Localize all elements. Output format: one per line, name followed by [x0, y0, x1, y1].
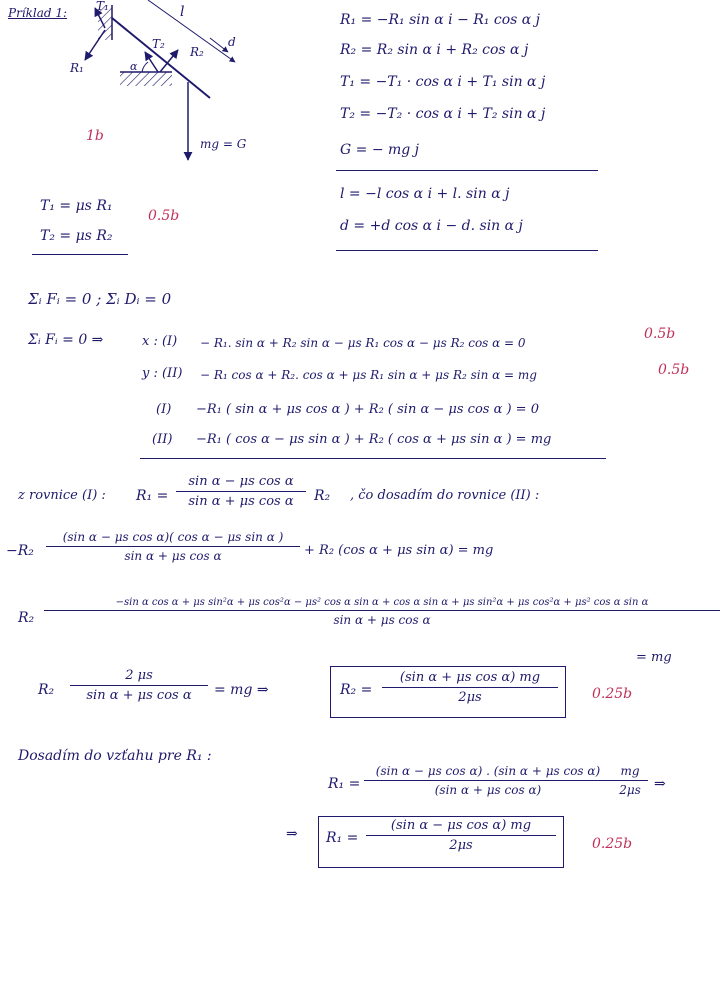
friction-T1: T₁ = μs R₁ — [40, 198, 113, 214]
floor-hatch — [120, 72, 172, 86]
expansion-rhs: = mg — [636, 650, 672, 665]
R1-sub-mg-denominator: 2μs — [619, 783, 641, 797]
friction-underline — [32, 254, 128, 255]
from-I-lhs: R₁ = — [136, 488, 169, 504]
label-T1: T₁ — [96, 0, 109, 13]
substitution-rhs: + R₂ (cos α + μs sin α) = mg — [304, 543, 494, 558]
expansion-lhs: R₂ — [18, 610, 35, 626]
label-R2: R₂ — [190, 45, 204, 59]
from-I-denominator: sin α + μs cos α — [188, 494, 294, 509]
eq-II: −R₁ ( cos α − μs sin α ) + R₂ ( cos α + μs sin α ) = mg — [196, 432, 552, 447]
d-dimension — [210, 38, 228, 52]
from-I-fraction — [176, 474, 306, 509]
substitution-denominator: sin α + μs cos α — [124, 549, 222, 563]
simplified-numerator: 2 μs — [125, 668, 153, 683]
x-score: 0.5b — [644, 326, 676, 342]
label-T2: T₂ — [152, 37, 165, 51]
substitution-lhs: −R₂ — [6, 543, 34, 559]
from-I-numerator: sin α − μs cos α — [188, 474, 294, 489]
vector-T2: T₂ = −T₂ · cos α i + T₂ sin α j — [340, 106, 546, 122]
from-I-prefix: z rovnice (I) : — [18, 488, 106, 503]
equilibrium-conditions: Σᵢ Fᵢ = 0 ; Σᵢ Dᵢ = 0 — [28, 290, 172, 308]
vector-G: G = − mg j — [340, 142, 420, 158]
friction-T2: T₂ = μs R₂ — [40, 228, 113, 244]
y-score: 0.5b — [658, 362, 690, 378]
friction-score: 0.5b — [148, 208, 180, 224]
R1-sub-lhs: R₁ = — [328, 776, 361, 792]
simplified-fraction — [70, 668, 208, 703]
label-R1: R₁ — [70, 61, 84, 75]
R1-sub-mg-numerator: mg — [620, 764, 640, 778]
from-I-suffix: , čo dosadím do rovnice (II) : — [350, 488, 540, 503]
R1-sub-arrow: ⇒ — [654, 776, 666, 792]
vector-R2: R₂ = R₂ sin α i + R₂ cos α j — [340, 42, 529, 58]
result-R1-numerator: (sin α − μs cos α) mg — [390, 818, 532, 833]
result-R1-score: 0.25b — [592, 836, 633, 852]
position-vector-d: d = +d cos α i − d. sin α j — [340, 218, 523, 234]
vector-R1: R₁ = −R₁ sin α i − R₁ cos α j — [340, 12, 541, 28]
page-title: Príklad 1: — [8, 6, 68, 20]
sum-forces: Σᵢ Fᵢ = 0 ⇒ — [28, 332, 104, 348]
result-R1-arrow: ⇒ — [286, 826, 298, 842]
expansion-denominator: sin α + μs cos α — [333, 613, 431, 627]
diagram-score: 1b — [86, 128, 104, 144]
result-R2-denominator: 2μs — [458, 690, 482, 705]
equations-underline — [140, 458, 606, 459]
result-R1-lhs: R₁ = — [326, 830, 359, 846]
position-vectors-underline — [336, 250, 598, 251]
position-vector-l: l = −l cos α i + l. sin α j — [340, 186, 510, 202]
vector-T1: T₁ = −T₁ · cos α i + T₁ sin α j — [340, 74, 546, 90]
y-equation: − R₁ cos α + R₂. cos α + μs R₁ sin α + μs R₂ sin α = mg — [200, 368, 537, 382]
expansion-fraction — [44, 597, 720, 627]
R1-sub-mg-fraction — [612, 764, 648, 797]
label-d: d — [228, 35, 236, 49]
back-substitution-text: Dosadím do vzťahu pre R₁ : — [18, 748, 212, 764]
x-label: x : (I) — [142, 334, 178, 349]
label-G: mg = G — [200, 137, 247, 151]
y-label: y : (II) — [142, 366, 183, 381]
result-R1-denominator: 2μs — [449, 838, 473, 853]
from-I-rhs: R₂ — [314, 488, 331, 504]
eq-I-label: (I) — [156, 402, 172, 417]
simplified-lhs: R₂ — [38, 682, 55, 698]
vectors-underline — [336, 170, 598, 171]
result-R2-fraction — [382, 670, 558, 705]
label-l: l — [180, 4, 185, 20]
substitution-fraction — [46, 530, 300, 563]
label-alpha: α — [130, 60, 138, 73]
expansion-numerator: −sin α cos α + μs sin²α + μs cos²α − μs² cos α sin α + cos α sin α + μs sin²α + μs cos²α + μs² cos α sin α — [115, 597, 649, 608]
force-R1 — [85, 30, 105, 60]
eq-II-label: (II) — [152, 432, 173, 447]
R1-sub-fraction — [364, 764, 612, 797]
R1-sub-numerator: (sin α − μs cos α) . (sin α + μs cos α) — [375, 764, 601, 778]
substitution-numerator: (sin α − μs cos α)( cos α − μs sin α ) — [62, 530, 284, 544]
angle-arc — [142, 62, 148, 72]
result-R2-score: 0.25b — [592, 686, 633, 702]
result-R1-fraction — [366, 818, 556, 853]
result-R2-lhs: R₂ = — [340, 682, 373, 698]
free-body-diagram — [60, 0, 260, 175]
simplified-rhs: = mg ⇒ — [214, 682, 269, 698]
simplified-denominator: sin α + μs cos α — [86, 688, 192, 703]
eq-I: −R₁ ( sin α + μs cos α ) + R₂ ( sin α − μs cos α ) = 0 — [196, 402, 539, 417]
result-R2-numerator: (sin α + μs cos α) mg — [399, 670, 541, 685]
x-equation: − R₁. sin α + R₂ sin α − μs R₁ cos α − μs R₂ cos α = 0 — [200, 336, 526, 350]
R1-sub-denominator: (sin α + μs cos α) — [434, 783, 542, 797]
